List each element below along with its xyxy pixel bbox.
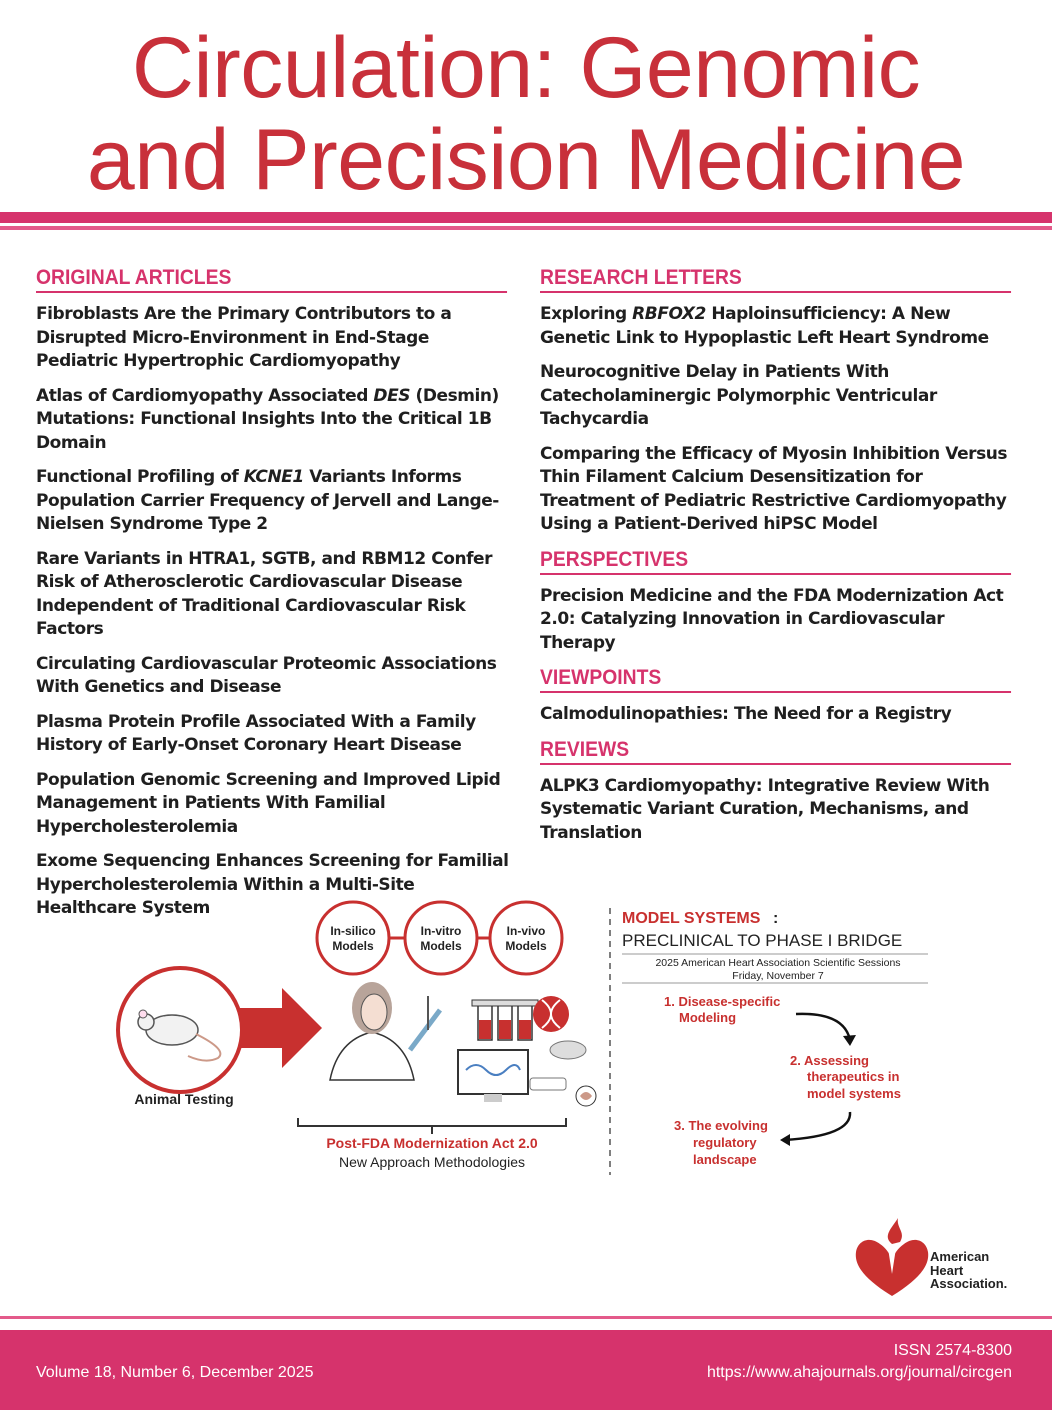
article-title[interactable]: Precision Medicine and the FDA Modernization Act 2.0: Catalyzing Innovation in Cardiovascular Therapy [540, 585, 1004, 653]
svg-text:Friday, November 7: Friday, November 7 [732, 970, 824, 982]
svg-text:In-vivo: In-vivo [506, 924, 546, 938]
section-heading-original-articles: ORIGINAL ARTICLES [36, 266, 507, 293]
small-rat-icon [550, 1041, 586, 1059]
aha-wordmark: American Heart Association. [930, 1249, 1008, 1291]
svg-text:model systems: model systems [807, 1086, 901, 1101]
svg-text::: : [773, 910, 779, 927]
journal-title-line2: and Precision Medicine [86, 112, 966, 208]
svg-text:landscape: landscape [693, 1152, 757, 1167]
svg-text:Models: Models [420, 939, 462, 953]
article-title[interactable]: Exploring RBFOX2 Haploinsufficiency: A New Genetic Link to Hypoplastic Left Heart Syndrome [540, 304, 989, 348]
journal-title-line1: Circulation: Genomic [131, 20, 921, 116]
left-column [36, 266, 510, 932]
header-band-thin [0, 226, 1052, 230]
journal-url[interactable]: https://www.ahajournals.org/journal/circgen [706, 1364, 1012, 1381]
svg-text:1. Disease-specific: 1. Disease-specific [664, 994, 781, 1009]
article-title[interactable]: Fibroblasts Are the Primary Contributors to a Disrupted Micro-Environment in End-Stage Pediatric Hypertrophic Cardiomyopathy [36, 304, 452, 371]
article-title[interactable]: Neurocognitive Delay in Patients With Catecholaminergic Polymorphic Ventricular Tachycardia [540, 362, 937, 429]
issn: ISSN 2574-8300 [893, 1342, 1012, 1359]
transition-arrow-icon [240, 988, 322, 1068]
footer-divider [0, 1316, 1052, 1319]
article-title[interactable]: Circulating Cardiovascular Proteomic Associations With Genetics and Disease [36, 653, 497, 697]
section-heading-research-letters: RESEARCH LETTERS [540, 266, 1011, 293]
article-title[interactable]: Rare Variants in HTRA1, SGTB, and RBM12 Confer Risk of Atherosclerotic Cardiovascular Disease Independent of Traditional Cardiovascular Risk Factors [36, 548, 493, 639]
chip-icon [530, 1078, 566, 1090]
svg-text:therapeutics in: therapeutics in [807, 1069, 900, 1084]
in-silico-circle [317, 902, 389, 974]
test-tubes-icon [472, 1000, 538, 1040]
svg-text:regulatory: regulatory [693, 1135, 757, 1150]
in-vivo-circle [490, 902, 562, 974]
volume-info: Volume 18, Number 6, December 2025 [36, 1364, 314, 1381]
article-title[interactable]: Calmodulinopathies: The Need for a Registry [540, 704, 952, 724]
section-heading-viewpoints: VIEWPOINTS [540, 666, 1011, 693]
section-heading-perspectives: PERSPECTIVES [540, 548, 1011, 575]
cover-figure-graphic [110, 900, 940, 1190]
right-column [540, 266, 1014, 856]
svg-text:2025 American Heart Associatio: 2025 American Heart Association Scientific Sessions [655, 957, 901, 969]
section-heading-reviews: REVIEWS [540, 738, 1011, 765]
article-title[interactable]: ALPK3 Cardiomyopathy: Integrative Review With Systematic Variant Curation, Mechanisms, and Translation [540, 775, 990, 843]
svg-text:PRECLINICAL TO PHASE I BRIDGE: PRECLINICAL TO PHASE I BRIDGE [622, 931, 903, 950]
article-title[interactable]: Exome Sequencing Enhances Screening for Familial Hypercholesterolemia Within a Multi-Site Healthcare System [36, 851, 509, 918]
in-vitro-circle [405, 902, 477, 974]
computer-icon [458, 1050, 528, 1102]
article-title[interactable]: Atlas of Cardiomyopathy Associated DES (Desmin) Mutations: Functional Insights Into the Critical 1B Domain [36, 385, 499, 453]
svg-text:In-silico: In-silico [330, 924, 376, 938]
svg-text:New Approach Methodologies: New Approach Methodologies [338, 1154, 526, 1170]
footer-band [0, 1330, 1052, 1410]
article-title[interactable]: Comparing the Efficacy of Myosin Inhibition Versus Thin Filament Calcium Desensitization for Treatment of Pediatric Restrictive Cardiomyopathy Using a Patient-Derived hiPSC Model [540, 443, 1008, 534]
article-title[interactable]: Population Genomic Screening and Improved Lipid Management in Patients With Familial Hypercholesterolemia [36, 769, 501, 837]
scientist-icon [330, 982, 440, 1080]
article-title[interactable]: Plasma Protein Profile Associated With a Family History of Early-Onset Coronary Heart Disease [36, 711, 476, 755]
svg-text:Modeling: Modeling [679, 1010, 737, 1025]
svg-text:Models: Models [332, 939, 374, 953]
header-band [0, 212, 1052, 223]
svg-text:Models: Models [505, 939, 547, 953]
svg-text:3. The evolving: 3. The evolving [674, 1118, 768, 1133]
svg-text:In-vitro: In-vitro [420, 924, 462, 938]
svg-text:Animal Testing: Animal Testing [134, 1091, 234, 1107]
journal-masthead [0, 22, 1052, 206]
article-title[interactable]: Functional Profiling of KCNE1 Variants Informs Population Carrier Frequency of Jervell and Lange-Nielsen Syndrome Type 2 [36, 467, 499, 534]
svg-text:2. Assessing: 2. Assessing [790, 1053, 870, 1068]
svg-text:MODEL SYSTEMS: MODEL SYSTEMS [622, 910, 761, 927]
cover-figure [110, 900, 940, 1190]
svg-text:Post-FDA Modernization Act 2.0: Post-FDA Modernization Act 2.0 [326, 1135, 538, 1151]
